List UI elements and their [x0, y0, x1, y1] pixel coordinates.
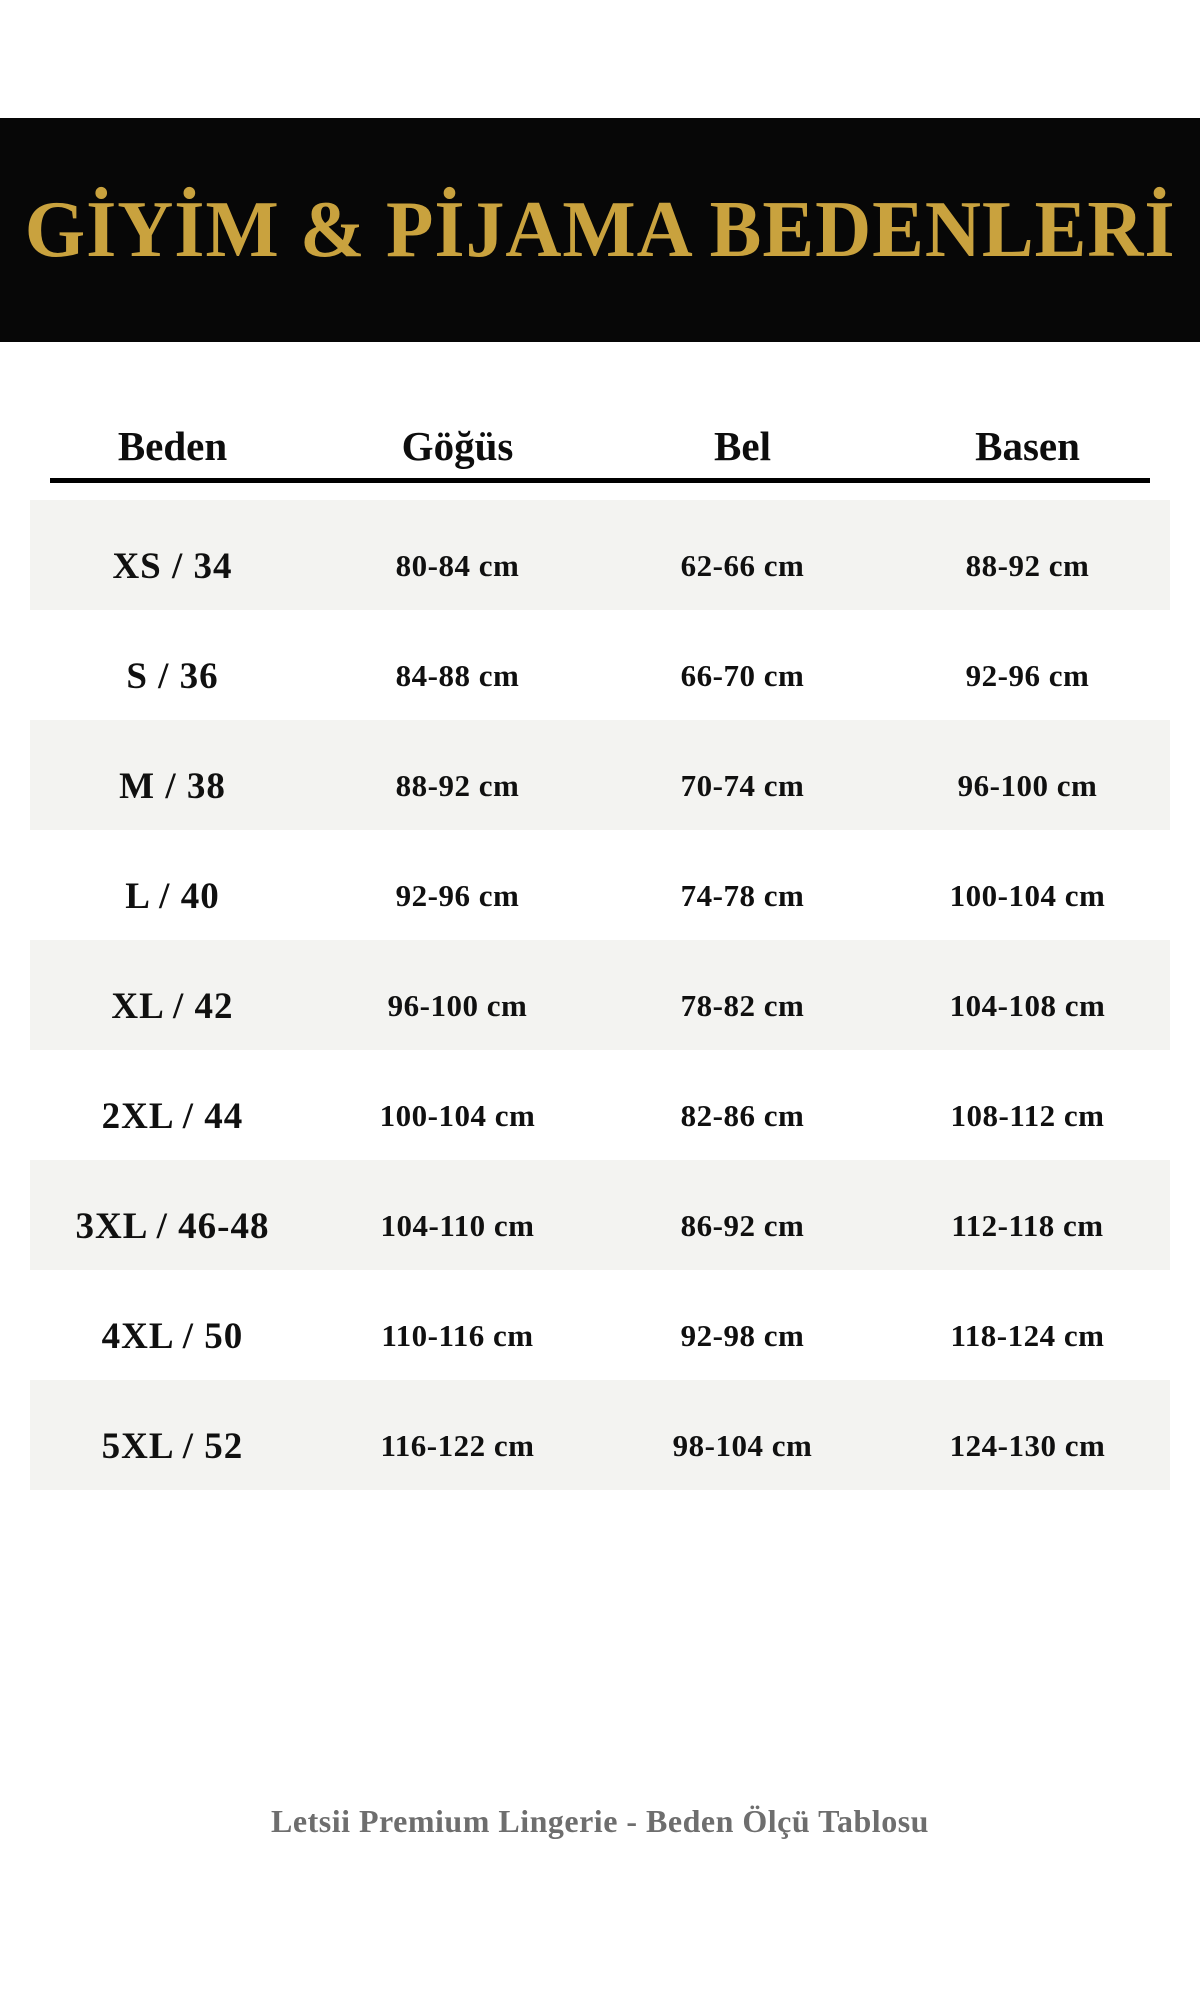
column-header-bel: Bel [714, 423, 771, 469]
table-row [30, 940, 1170, 1050]
table-row [30, 830, 1170, 940]
waist-cell: 70-74 cm [680, 768, 805, 803]
chest-cell: 84-88 cm [395, 658, 520, 693]
waist-cell: 92-98 cm [680, 1318, 805, 1353]
hips-cell: 108-112 cm [950, 1098, 1105, 1133]
waist-cell: 86-92 cm [680, 1208, 805, 1243]
chest-cell: 110-116 cm [381, 1318, 534, 1353]
table-row [30, 1380, 1170, 1490]
size-table-header [30, 402, 1170, 478]
waist-cell: 82-86 cm [680, 1098, 805, 1133]
size-cell: 5XL / 52 [101, 1425, 244, 1467]
table-row [30, 1050, 1170, 1160]
chest-cell: 92-96 cm [395, 878, 520, 913]
table-row [30, 500, 1170, 610]
waist-cell: 78-82 cm [680, 988, 805, 1023]
size-table [30, 402, 1170, 1490]
column-header-basen: Basen [975, 423, 1080, 469]
column-header-gogus: Göğüs [401, 423, 514, 469]
hips-cell: 118-124 cm [950, 1318, 1105, 1353]
hips-cell: 100-104 cm [949, 878, 1106, 913]
size-cell: 2XL / 44 [101, 1095, 244, 1137]
title-banner [0, 118, 1200, 342]
size-cell: S / 36 [126, 655, 219, 697]
size-cell: XL / 42 [111, 985, 234, 1027]
table-row [30, 1160, 1170, 1270]
hips-cell: 124-130 cm [949, 1428, 1106, 1463]
chest-cell: 100-104 cm [379, 1098, 536, 1133]
header-divider [50, 478, 1150, 483]
table-row [30, 1270, 1170, 1380]
footer-caption: Letsii Premium Lingerie - Beden Ölçü Tablosu [271, 1803, 929, 1839]
size-cell: M / 38 [119, 765, 226, 807]
waist-cell: 66-70 cm [680, 658, 805, 693]
waist-cell: 62-66 cm [680, 548, 805, 583]
table-row [30, 610, 1170, 720]
hips-cell: 88-92 cm [965, 548, 1090, 583]
size-cell: L / 40 [125, 875, 220, 917]
hips-cell: 96-100 cm [957, 768, 1098, 803]
chest-cell: 116-122 cm [380, 1428, 535, 1463]
size-table-body [30, 500, 1170, 1490]
size-cell: 3XL / 46-48 [75, 1205, 270, 1247]
page-title: GİYİM & PİJAMA BEDENLERİ [24, 185, 1176, 274]
size-cell: XS / 34 [112, 545, 233, 587]
chest-cell: 88-92 cm [395, 768, 520, 803]
hips-cell: 112-118 cm [951, 1208, 1104, 1243]
column-header-beden: Beden [117, 423, 228, 469]
hips-cell: 92-96 cm [965, 658, 1090, 693]
hips-cell: 104-108 cm [949, 988, 1106, 1023]
table-row [30, 720, 1170, 830]
waist-cell: 98-104 cm [672, 1428, 813, 1463]
size-cell: 4XL / 50 [101, 1315, 244, 1357]
chest-cell: 96-100 cm [387, 988, 528, 1023]
waist-cell: 74-78 cm [680, 878, 805, 913]
chest-cell: 104-110 cm [380, 1208, 535, 1243]
chest-cell: 80-84 cm [395, 548, 520, 583]
